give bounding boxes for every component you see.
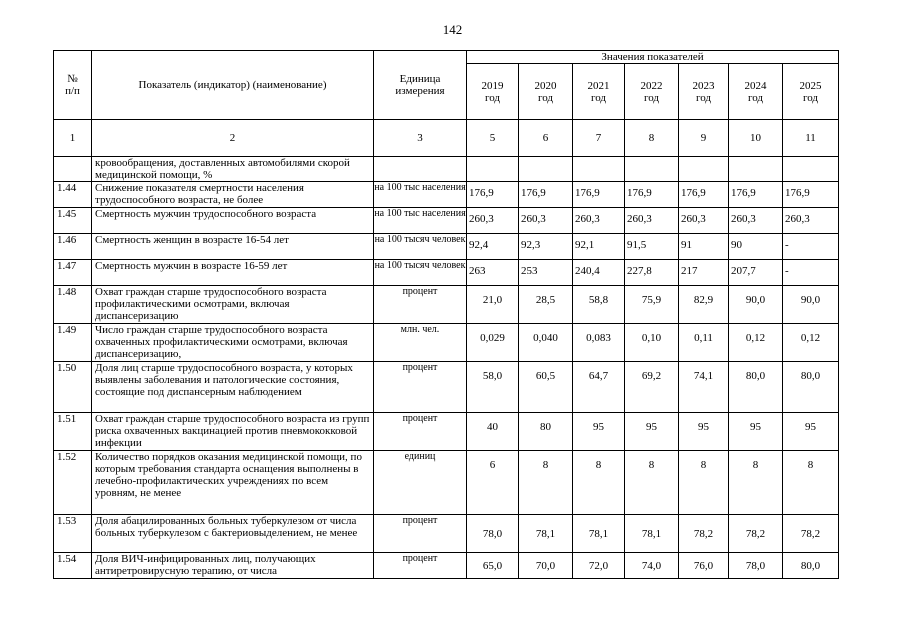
indicator-value: 8 <box>573 451 625 515</box>
indicator-value: 176,9 <box>783 182 839 208</box>
table-row <box>54 208 839 234</box>
indicator-value: 176,9 <box>467 182 519 208</box>
row-number: 1.50 <box>54 362 92 413</box>
indicator-value: 8 <box>783 451 839 515</box>
indicator-name: Доля ВИЧ-инфицированных лиц, получающих антиретровирусную терапию, от числа <box>92 553 374 579</box>
indicator-value: 64,7 <box>573 362 625 413</box>
unit-of-measure: единиц <box>374 451 467 515</box>
indicator-value <box>573 157 625 182</box>
indicator-value: 8 <box>519 451 573 515</box>
indicator-name: Охват граждан старше трудоспособного возраста из групп риска охваченных вакцинацией против пневмококковой инфекции <box>92 413 374 451</box>
header-year: 2019 год <box>467 64 519 120</box>
header-year: 2023 год <box>679 64 729 120</box>
header-indicator: Показатель (индикатор) (наименование) <box>92 51 374 120</box>
table-row <box>54 260 839 286</box>
col-number: 10 <box>729 120 783 157</box>
indicator-value: 227,8 <box>625 260 679 286</box>
table-row <box>54 451 839 515</box>
indicator-value <box>679 157 729 182</box>
indicator-value <box>783 157 839 182</box>
unit-of-measure: на 100 тысяч человек <box>374 260 467 286</box>
indicator-name: Количество порядков оказания медицинской помощи, по которым требования стандарта оснащения выполнены в лечебно-профилактических учреждениях по всем уровням, не менее <box>92 451 374 515</box>
indicator-value: 91,5 <box>625 234 679 260</box>
indicator-value: 78,2 <box>729 515 783 553</box>
unit-of-measure: процент <box>374 553 467 579</box>
table-row <box>54 234 839 260</box>
indicator-value: 207,7 <box>729 260 783 286</box>
indicator-value: 176,9 <box>573 182 625 208</box>
indicator-value: 0,029 <box>467 324 519 362</box>
row-number: 1.53 <box>54 515 92 553</box>
indicator-name: Доля абацилированных больных туберкулезом от числа больных туберкулезом с бактериовыделением, не менее <box>92 515 374 553</box>
indicator-value: 240,4 <box>573 260 625 286</box>
indicator-name: кровообращения, доставленных автомобилями скорой медицинской помощи, % <box>92 157 374 182</box>
indicator-value: 78,0 <box>729 553 783 579</box>
indicator-value: 0,11 <box>679 324 729 362</box>
indicator-value: 8 <box>729 451 783 515</box>
indicator-value: 75,9 <box>625 286 679 324</box>
header-year: 2021 год <box>573 64 625 120</box>
indicator-value: 80,0 <box>783 553 839 579</box>
indicator-value: 176,9 <box>519 182 573 208</box>
indicator-value <box>467 157 519 182</box>
indicator-value: 60,5 <box>519 362 573 413</box>
indicator-value: 91 <box>679 234 729 260</box>
indicator-value: 253 <box>519 260 573 286</box>
indicator-value: 95 <box>573 413 625 451</box>
indicator-value: - <box>783 234 839 260</box>
indicator-value: 260,3 <box>729 208 783 234</box>
indicator-value: 0,083 <box>573 324 625 362</box>
indicator-value: 58,0 <box>467 362 519 413</box>
col-number: 6 <box>519 120 573 157</box>
col-number: 5 <box>467 120 519 157</box>
row-number: 1.54 <box>54 553 92 579</box>
unit-of-measure: процент <box>374 286 467 324</box>
indicator-value: 8 <box>625 451 679 515</box>
indicator-value: 65,0 <box>467 553 519 579</box>
indicator-value: 78,0 <box>467 515 519 553</box>
indicator-value: 260,3 <box>625 208 679 234</box>
indicator-name: Снижение показателя смертности населения трудоспособного возраста, не более <box>92 182 374 208</box>
indicator-value <box>729 157 783 182</box>
row-number: 1.52 <box>54 451 92 515</box>
table-row <box>54 157 839 182</box>
table-row <box>54 362 839 413</box>
row-number: 1.48 <box>54 286 92 324</box>
indicator-value <box>625 157 679 182</box>
unit-of-measure: процент <box>374 413 467 451</box>
header-values-group: Значения показателей <box>467 51 839 64</box>
unit-of-measure: процент <box>374 515 467 553</box>
col-number: 7 <box>573 120 625 157</box>
indicator-value: 70,0 <box>519 553 573 579</box>
indicator-value: 92,4 <box>467 234 519 260</box>
indicator-value: 78,1 <box>519 515 573 553</box>
indicator-value: 176,9 <box>729 182 783 208</box>
row-number: 1.51 <box>54 413 92 451</box>
indicator-value: 0,040 <box>519 324 573 362</box>
indicators-table <box>53 50 839 579</box>
indicator-name: Смертность женщин в возрасте 16-54 лет <box>92 234 374 260</box>
indicator-value: 74,1 <box>679 362 729 413</box>
header-year: 2022 год <box>625 64 679 120</box>
indicator-value: 80,0 <box>783 362 839 413</box>
indicator-value: 92,3 <box>519 234 573 260</box>
row-number: 1.44 <box>54 182 92 208</box>
table-row <box>54 324 839 362</box>
indicator-value: 69,2 <box>625 362 679 413</box>
indicator-value: 76,0 <box>679 553 729 579</box>
indicator-value: 0,10 <box>625 324 679 362</box>
indicator-value: 260,3 <box>519 208 573 234</box>
indicator-value: 95 <box>729 413 783 451</box>
indicator-value: 74,0 <box>625 553 679 579</box>
indicator-value: 0,12 <box>783 324 839 362</box>
indicator-value: - <box>783 260 839 286</box>
indicator-value: 78,2 <box>783 515 839 553</box>
row-number <box>54 157 92 182</box>
indicator-value: 176,9 <box>625 182 679 208</box>
row-number: 1.49 <box>54 324 92 362</box>
indicator-value: 92,1 <box>573 234 625 260</box>
col-number: 11 <box>783 120 839 157</box>
unit-of-measure: млн. чел. <box>374 324 467 362</box>
unit-of-measure: на 100 тыс населения <box>374 208 467 234</box>
indicator-value: 260,3 <box>679 208 729 234</box>
indicator-value: 80 <box>519 413 573 451</box>
page-number: 142 <box>442 22 463 37</box>
col-number: 2 <box>92 120 374 157</box>
indicator-value: 6 <box>467 451 519 515</box>
indicator-value: 90 <box>729 234 783 260</box>
unit-of-measure: процент <box>374 362 467 413</box>
header-year: 2025 год <box>783 64 839 120</box>
table-row <box>54 286 839 324</box>
indicator-name: Охват граждан старше трудоспособного возраста профилактическими осмотрами, включая диспансеризацию <box>92 286 374 324</box>
indicator-name: Смертность мужчин трудоспособного возраста <box>92 208 374 234</box>
col-number: 3 <box>374 120 467 157</box>
col-number: 9 <box>679 120 729 157</box>
indicator-value: 263 <box>467 260 519 286</box>
header-unit: Единица измерения <box>374 51 467 120</box>
indicator-value: 40 <box>467 413 519 451</box>
row-number: 1.45 <box>54 208 92 234</box>
indicator-value: 58,8 <box>573 286 625 324</box>
indicator-value: 80,0 <box>729 362 783 413</box>
indicator-value <box>519 157 573 182</box>
indicator-value: 260,3 <box>467 208 519 234</box>
indicator-value: 78,1 <box>573 515 625 553</box>
indicator-value: 260,3 <box>573 208 625 234</box>
indicator-value: 8 <box>679 451 729 515</box>
indicator-value: 28,5 <box>519 286 573 324</box>
indicator-value: 90,0 <box>729 286 783 324</box>
header-year: 2024 год <box>729 64 783 120</box>
row-number: 1.47 <box>54 260 92 286</box>
indicator-value: 176,9 <box>679 182 729 208</box>
indicator-value: 82,9 <box>679 286 729 324</box>
table-row <box>54 182 839 208</box>
indicator-value: 90,0 <box>783 286 839 324</box>
col-number: 8 <box>625 120 679 157</box>
indicator-value: 78,2 <box>679 515 729 553</box>
indicator-name: Смертность мужчин в возрасте 16-59 лет <box>92 260 374 286</box>
table-row <box>54 413 839 451</box>
header-num: № п/п <box>54 51 92 120</box>
table-row <box>54 553 839 579</box>
indicator-value: 0,12 <box>729 324 783 362</box>
indicator-value: 95 <box>783 413 839 451</box>
indicator-value: 217 <box>679 260 729 286</box>
unit-of-measure: на 100 тысяч человек <box>374 234 467 260</box>
col-number: 1 <box>54 120 92 157</box>
table-row <box>54 515 839 553</box>
header-year: 2020 год <box>519 64 573 120</box>
unit-of-measure <box>374 157 467 182</box>
unit-of-measure: на 100 тыс населения <box>374 182 467 208</box>
indicator-value: 95 <box>625 413 679 451</box>
indicator-name: Число граждан старше трудоспособного возраста охваченных профилактическими осмотрами, включая диспансеризацию, <box>92 324 374 362</box>
indicator-name: Доля лиц старше трудоспособного возраста, у которых выявлены заболевания и патологические состояния, состоящие под диспансерным наблюдением <box>92 362 374 413</box>
indicator-value: 260,3 <box>783 208 839 234</box>
indicator-value: 95 <box>679 413 729 451</box>
row-number: 1.46 <box>54 234 92 260</box>
indicator-value: 72,0 <box>573 553 625 579</box>
indicator-value: 21,0 <box>467 286 519 324</box>
indicator-value: 78,1 <box>625 515 679 553</box>
